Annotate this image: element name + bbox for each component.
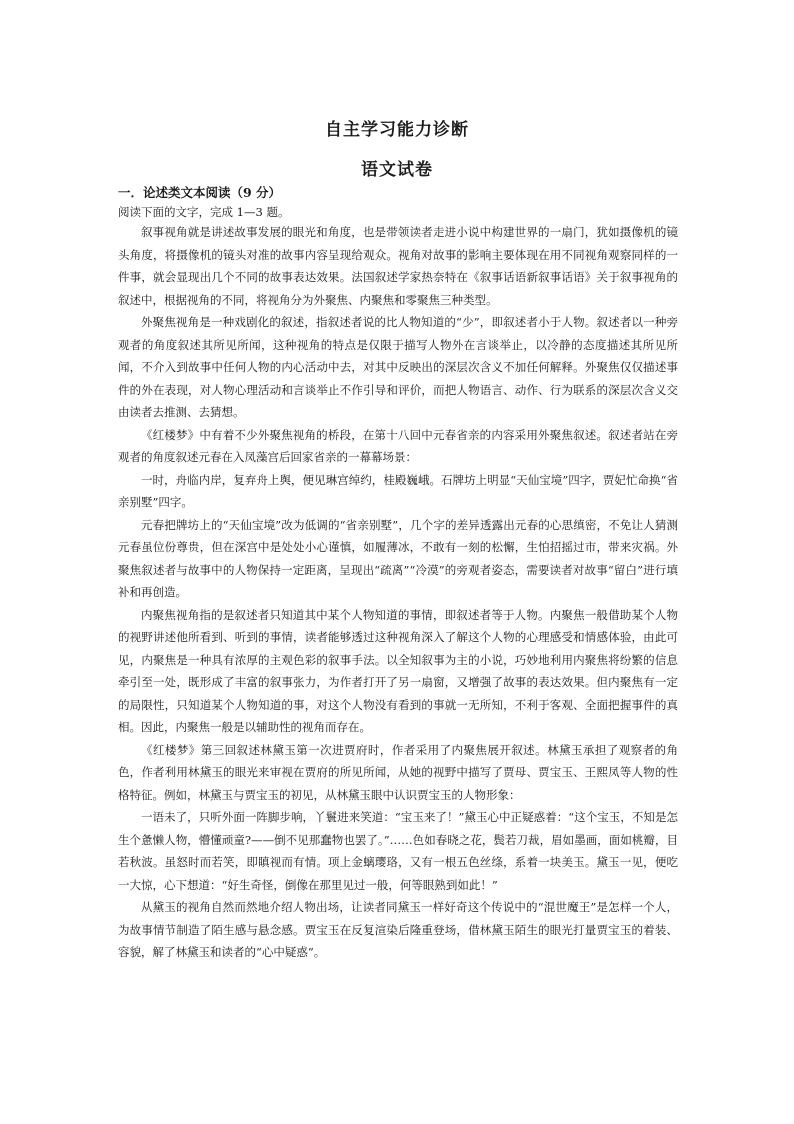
paragraph: 叙事视角就是讲述故事发展的眼光和角度，也是带领读者走进小说中构建世界的一扇门，犹如摄像机的镜头角度，将摄像机的镜头对准的故事内容呈现给观众。视角对故事的影响主要体现在用不同视角观察同样的一件事，就会显现出几个不同的故事表达效果。法国叙述学家热奈特在《叙事话语新叙事话语》关于叙事视角的叙述中，根据视角的不同，将视角分为外聚焦、内聚焦和零聚焦三种类型。 — [118, 225, 678, 307]
paragraph: 《红楼梦》中有着不少外聚焦视角的桥段，在第十八回中元春省亲的内容采用外聚焦叙述。叙述者站在旁观者的角度叙述元春在入凤藻宫后回家省亲的一幕幕场景： — [118, 427, 678, 464]
page-subtitle: 语文试卷 — [361, 160, 433, 180]
section-heading: 一．论述类文本阅读（9 分） — [118, 185, 282, 200]
paragraph: 元春把牌坊上的“天仙宝境”改为低调的“省亲别墅”，几个字的差异透露出元春的心思缜密，不免让人猜测元春虽位份尊贵，但在深宫中是处处小心谨慎，如履薄冰，不敢有一刻的松懈，生怕招摇过市，带来灾祸。外聚焦叙述者与故事中的人物保持一定距离，呈现出“疏离”“冷漠”的旁观者姿态，需要读者对故事“留白”进行填补和再创造。 — [118, 517, 678, 599]
paragraph: 外聚焦视角是一种戏剧化的叙述，指叙述者说的比人物知道的“少”，即叙述者小于人物。叙述者以一种旁观者的角度叙述其所见所闻，这种视角的特点是仅限于描写人物外在言谈举止，以冷静的态度描述其所见所闻，不介入到故事中任何人物的内心活动中去，对其中反映出的深层次含义不加任何解释。外聚焦仅仅描述事件的外在表现，对人物心理活动和言谈举止不作引导和评价，而把人物语言、动作、行为联系的深层次含义交由读者去推测、去猜想。 — [118, 315, 678, 419]
quote-paragraph: 一语未了，只听外面一阵脚步响，丫鬟进来笑道：“宝玉来了！”黛玉心中正疑惑着：“这个宝玉，不知是怎生个惫懒人物，懵懂顽童?——倒不见那蠢物也罢了。”……色如春晓之花，鬓若刀裁，眉如墨画，面如桃瓣，目若秋波。虽怒时而若笑，即瞋视而有情。项上金螭璎珞，又有一根五色丝绦，系着一块美玉。黛玉一见，便吃一大惊，心下想道：“好生奇怪，倒像在那里见过一般，何等眼熟到如此！” — [118, 810, 678, 892]
paragraph: 《红楼梦》第三回叙述林黛玉第一次进贾府时，作者采用了内聚焦展开叙述。林黛玉承担了观察者的角色，作者利用林黛玉的眼光来审视在贾府的所见所闻，从她的视野中描写了贾母、贾宝玉、王熙凤等人物的性格特征。例如，林黛玉与贾宝玉的初见，从林黛玉眼中认识贾宝玉的人物形象： — [118, 742, 678, 802]
page-title: 自主学习能力诊断 — [325, 120, 469, 140]
paragraph: 从黛玉的视角自然而然地介绍人物出场，让读者同黛玉一样好奇这个传说中的“混世魔王”是怎样一个人，为故事情节制造了陌生感与悬念感。贾宝玉在反复渲染后隆重登场，借林黛玉陌生的眼光打量贾宝玉的着装、容貌，解了林黛玉和读者的“心中疑惑”。 — [118, 900, 678, 959]
section-instruction: 阅读下面的文字，完成 1—3 题。 — [118, 205, 290, 219]
quote-paragraph: 一时，舟临内岸，复弃舟上舆，便见琳宫绰约，桂殿巍峨。石牌坊上明显“天仙宝境”四字，贾妃忙命换“省亲别墅”四字。 — [118, 472, 678, 509]
passage-body — [118, 221, 678, 964]
paragraph: 内聚焦视角指的是叙述者只知道其中某个人物知道的事情，即叙述者等于人物。内聚焦一般借助某个人物的视野讲述他所看到、听到的事情，读者能够透过这种视角深入了解这个人物的心理感受和情感体验，由此可见，内聚焦是一种具有浓厚的主观色彩的叙事手法。以全知叙事为主的小说，巧妙地利用内聚焦将纷繁的信息牵引至一处，既形成了丰富的叙事张力，为作者打开了另一扇窗，又增强了故事的表达效果。但内聚焦有一定的局限性，只知道某个人物知道的事，对这个人物没有看到的事就一无所知，不利于客观、全面把握事件的真相。因此，内聚焦一般是以辅助性的视角而存在。 — [118, 607, 678, 734]
